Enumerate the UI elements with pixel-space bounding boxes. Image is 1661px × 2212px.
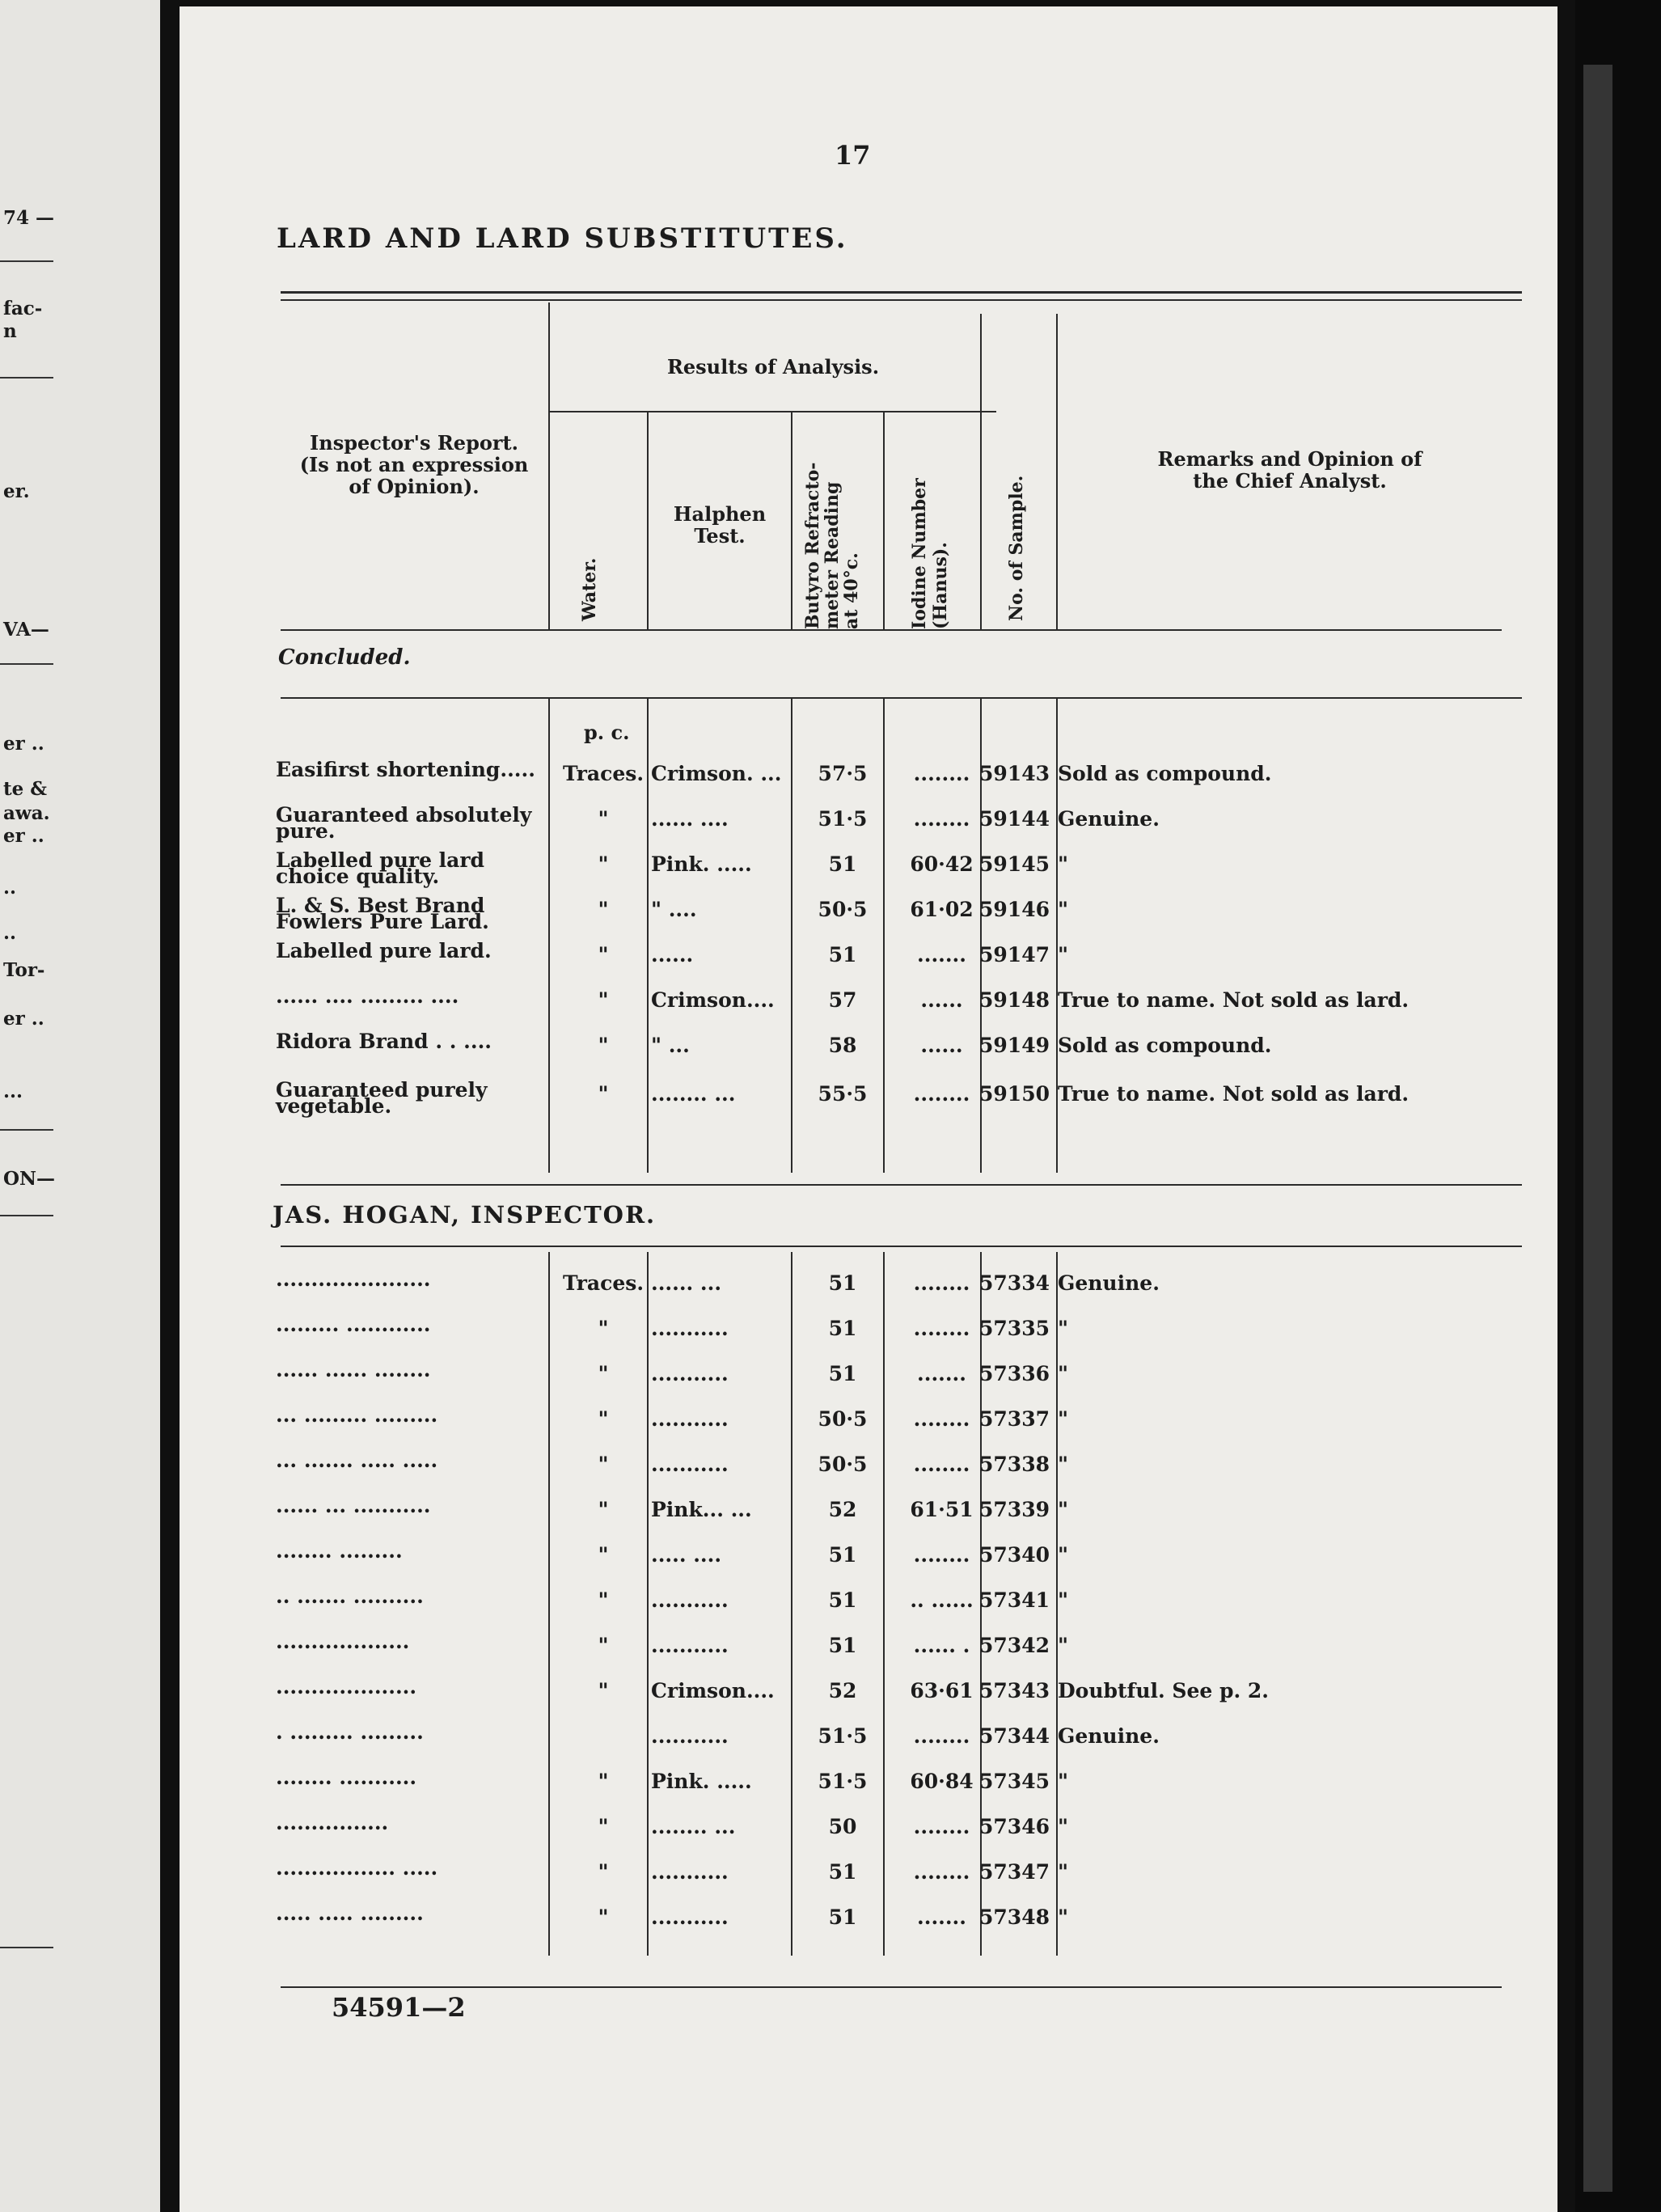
s2-row7-halphen: ..... .... <box>651 1543 722 1567</box>
header-results-of-analysis: Results of Analysis. <box>666 355 880 379</box>
s2-row6-water: " <box>598 1498 609 1521</box>
row6-sample: 59148 <box>979 988 1050 1012</box>
table-top-rule <box>281 291 1522 294</box>
s2-row8-water: " <box>598 1588 609 1612</box>
s2-row14-water: " <box>598 1860 609 1884</box>
s2-row15-sample: 57348 <box>979 1905 1050 1929</box>
header-inspector-line3: of Opinion). <box>349 475 480 498</box>
row1-sample: 59143 <box>979 762 1050 785</box>
row1-report: Easifirst shortening..... <box>276 758 535 781</box>
s2-row10-water: " <box>598 1679 609 1702</box>
left-rule <box>0 1947 53 1948</box>
row8-water: " <box>598 1082 609 1106</box>
s2-row2-report: ......... ............ <box>276 1313 431 1336</box>
s2-row7-butyro: 51 <box>828 1543 857 1567</box>
s2-row13-report: ................ <box>276 1811 389 1834</box>
s2-row9-halphen: ........... <box>651 1634 729 1657</box>
s2-row5-sample: 57338 <box>979 1453 1050 1476</box>
s2-row3-halphen: ........... <box>651 1362 729 1385</box>
col-divider <box>548 699 550 1173</box>
table-bottom-rule <box>281 1986 1502 1988</box>
col-divider <box>548 302 550 629</box>
s2-row14-halphen: ........... <box>651 1860 729 1884</box>
s2-row14-butyro: 51 <box>828 1860 857 1884</box>
left-rule <box>0 377 53 379</box>
s2-row4-report: ... ......... ......... <box>276 1403 438 1427</box>
row4-report: L. & S. Best Brand Fowlers Pure Lard. <box>276 894 489 933</box>
s2-row10-halphen: Crimson.... <box>651 1679 775 1702</box>
s2-row13-remarks: " <box>1058 1815 1069 1838</box>
s2-row3-iodine: ....... <box>917 1362 966 1385</box>
s2-row10-report: .................... <box>276 1675 417 1698</box>
row5-report: Labelled pure lard. <box>276 939 492 962</box>
s2-row9-iodine: ...... . <box>913 1634 970 1657</box>
s2-row13-butyro: 50 <box>828 1815 857 1838</box>
row8-sample: 59150 <box>979 1082 1050 1106</box>
s2-row9-report: ................... <box>276 1630 410 1653</box>
row3-halphen: Pink. ..... <box>651 852 752 876</box>
row5-remarks: " <box>1058 943 1069 966</box>
s2-row11-sample: 57344 <box>979 1724 1050 1748</box>
header-bottom-rule <box>281 629 1502 631</box>
results-underline <box>550 411 996 412</box>
row8-report: Guaranteed purely vegetable. <box>276 1078 488 1118</box>
row7-halphen: " ... <box>651 1034 690 1057</box>
table-top-rule-inner <box>281 299 1522 301</box>
s2-row7-remarks: " <box>1058 1543 1069 1567</box>
s2-row7-water: " <box>598 1543 609 1567</box>
row8-iodine: ........ <box>913 1082 970 1106</box>
s2-row15-butyro: 51 <box>828 1905 857 1929</box>
row6-iodine: ...... <box>920 988 963 1012</box>
s2-row15-remarks: " <box>1058 1905 1069 1929</box>
header-remarks-line1: Remarks and Opinion of <box>1157 447 1422 471</box>
s2-row14-sample: 57347 <box>979 1860 1050 1884</box>
s2-row11-remarks: Genuine. <box>1058 1724 1160 1748</box>
row5-iodine: ....... <box>917 943 966 966</box>
s2-row5-remarks: " <box>1058 1453 1069 1476</box>
row8-halphen: ........ ... <box>651 1082 736 1106</box>
left-fragment: er .. <box>3 1008 44 1030</box>
row3-sample: 59145 <box>979 852 1050 876</box>
header-inspector-line1: Inspector's Report. <box>310 431 518 455</box>
header-halphen-line2: Test. <box>694 524 746 548</box>
header-halphen-line1: Halphen <box>673 502 767 526</box>
s2-row1-iodine: ........ <box>913 1271 970 1295</box>
s2-row9-remarks: " <box>1058 1634 1069 1657</box>
row4-sample: 59146 <box>979 898 1050 921</box>
s2-row10-sample: 57343 <box>979 1679 1050 1702</box>
s2-row10-iodine: 63·61 <box>910 1679 974 1702</box>
s2-row15-halphen: ........... <box>651 1905 729 1929</box>
s2-row2-halphen: ........... <box>651 1317 729 1340</box>
s2-row3-water: " <box>598 1362 609 1385</box>
s2-row1-remarks: Genuine. <box>1058 1271 1160 1295</box>
s2-row9-water: " <box>598 1634 609 1657</box>
s2-row13-sample: 57346 <box>979 1815 1050 1838</box>
row1-water: Traces. <box>562 762 645 785</box>
s2-row5-iodine: ........ <box>913 1453 970 1476</box>
s2-row2-iodine: ........ <box>913 1317 970 1340</box>
row3-butyro: 51 <box>828 852 857 876</box>
s2-row11-report: . ......... ......... <box>276 1720 424 1744</box>
row8-butyro: 55·5 <box>818 1082 868 1106</box>
left-fragment: ... <box>3 1081 23 1102</box>
row4-iodine: 61·02 <box>910 898 974 921</box>
section-end-rule <box>281 1184 1522 1186</box>
row5-butyro: 51 <box>828 943 857 966</box>
col-divider <box>883 411 885 629</box>
left-fragment: awa. <box>3 802 50 824</box>
unit-label: p. c. <box>584 721 630 744</box>
row6-halphen: Crimson.... <box>651 988 775 1012</box>
s2-row10-remarks: Doubtful. See p. 2. <box>1058 1679 1269 1702</box>
s2-row1-report: ...................... <box>276 1267 431 1291</box>
left-rule <box>0 1129 53 1131</box>
s2-row7-sample: 57340 <box>979 1543 1050 1567</box>
s2-row2-water: " <box>598 1317 609 1340</box>
s2-row1-butyro: 51 <box>828 1271 857 1295</box>
col-divider <box>548 1252 550 1956</box>
row7-iodine: ...... <box>920 1034 963 1057</box>
s2-row5-butyro: 50·5 <box>818 1453 868 1476</box>
s2-row6-iodine: 61·51 <box>910 1498 974 1521</box>
s2-row1-water: Traces. <box>562 1271 645 1295</box>
s2-row8-sample: 57341 <box>979 1588 1050 1612</box>
s2-row8-halphen: ........... <box>651 1588 729 1612</box>
s2-row12-water: " <box>598 1770 609 1793</box>
row7-butyro: 58 <box>828 1034 857 1057</box>
left-rule <box>0 663 53 665</box>
row1-iodine: ........ <box>913 762 970 785</box>
header-water: Water. <box>579 557 600 621</box>
row6-remarks: True to name. Not sold as lard. <box>1058 988 1410 1012</box>
s2-row6-report: ...... ... ........... <box>276 1494 431 1517</box>
s2-row2-sample: 57335 <box>979 1317 1050 1340</box>
concluded-label: Concluded. <box>278 645 411 670</box>
s2-row11-halphen: ........... <box>651 1724 729 1748</box>
left-rule <box>0 260 53 262</box>
left-fragment: fac- <box>3 298 43 319</box>
inspector-heading: JAS. HOGAN, INSPECTOR. <box>273 1201 657 1229</box>
s2-row4-remarks: " <box>1058 1407 1069 1431</box>
row2-iodine: ........ <box>913 807 970 831</box>
s2-row1-sample: 57334 <box>979 1271 1050 1295</box>
row2-water: " <box>598 807 609 831</box>
header-butyro-1: Butyro Refracto- <box>802 462 823 629</box>
row8-remarks: True to name. Not sold as lard. <box>1058 1082 1410 1106</box>
left-fragment: ON— <box>3 1168 56 1190</box>
header-sample-no: No. of Sample. <box>1006 475 1027 621</box>
header-iodine-2: (Hanus). <box>930 542 951 629</box>
s2-row5-water: " <box>598 1453 609 1476</box>
row3-iodine: 60·42 <box>910 852 974 876</box>
s2-row9-sample: 57342 <box>979 1634 1050 1657</box>
s2-row3-report: ...... ...... ........ <box>276 1358 431 1381</box>
row1-butyro: 57·5 <box>818 762 868 785</box>
left-fragment: er .. <box>3 733 44 755</box>
s2-row12-report: ........ ........... <box>276 1766 417 1789</box>
row5-halphen: ...... <box>651 943 694 966</box>
s2-row7-iodine: ........ <box>913 1543 970 1567</box>
s2-row6-butyro: 52 <box>828 1498 857 1521</box>
inspector-rule <box>281 1246 1522 1247</box>
s2-row4-sample: 57337 <box>979 1407 1050 1431</box>
page-number: 17 <box>835 140 871 171</box>
s2-row9-butyro: 51 <box>828 1634 857 1657</box>
footer-code: 54591—2 <box>332 1992 466 2023</box>
s2-row12-butyro: 51·5 <box>818 1770 868 1793</box>
s2-row5-halphen: ........... <box>651 1453 729 1476</box>
s2-row13-water: " <box>598 1815 609 1838</box>
row5-sample: 59147 <box>979 943 1050 966</box>
s2-row8-remarks: " <box>1058 1588 1069 1612</box>
s2-row2-butyro: 51 <box>828 1317 857 1340</box>
s2-row7-report: ........ ......... <box>276 1539 403 1563</box>
s2-row13-halphen: ........ ... <box>651 1815 736 1838</box>
s2-row8-butyro: 51 <box>828 1588 857 1612</box>
row3-water: " <box>598 852 609 876</box>
s2-row3-sample: 57336 <box>979 1362 1050 1385</box>
left-fragment: Tor- <box>3 959 45 981</box>
s2-row10-butyro: 52 <box>828 1679 857 1702</box>
row6-report: ...... .... ......... .... <box>276 984 459 1008</box>
row6-butyro: 57 <box>828 988 857 1012</box>
s2-row15-iodine: ....... <box>917 1905 966 1929</box>
left-fragment: VA— <box>3 619 49 641</box>
row3-remarks: " <box>1058 852 1069 876</box>
row7-report: Ridora Brand . . .... <box>276 1030 492 1053</box>
row6-water: " <box>598 988 609 1012</box>
row7-water: " <box>598 1034 609 1057</box>
row1-halphen: Crimson. ... <box>651 762 782 785</box>
row2-report: Guaranteed absolutely pure. <box>276 803 532 843</box>
row2-butyro: 51·5 <box>818 807 868 831</box>
header-inspector-line2: (Is not an expression <box>299 453 529 476</box>
row4-butyro: 50·5 <box>818 898 868 921</box>
header-remarks <box>1058 448 1522 492</box>
s2-row1-halphen: ...... ... <box>651 1271 722 1295</box>
header-butyro-3: at 40°c. <box>841 552 862 629</box>
s2-row3-remarks: " <box>1058 1362 1069 1385</box>
header-butyro-2: meter Reading <box>822 481 843 629</box>
s2-row8-report: .. ....... .......... <box>276 1584 424 1608</box>
col-divider <box>791 411 792 629</box>
s2-row14-remarks: " <box>1058 1860 1069 1884</box>
s2-row4-butyro: 50·5 <box>818 1407 868 1431</box>
s2-row13-iodine: ........ <box>913 1815 970 1838</box>
s2-row6-sample: 57339 <box>979 1498 1050 1521</box>
s2-row2-remarks: " <box>1058 1317 1069 1340</box>
s2-row14-iodine: ........ <box>913 1860 970 1884</box>
row4-halphen: " .... <box>651 898 697 921</box>
s2-row3-butyro: 51 <box>828 1362 857 1385</box>
s2-row8-iodine: .. ...... <box>910 1588 974 1612</box>
s2-row6-halphen: Pink... ... <box>651 1498 752 1521</box>
left-fragment: .. <box>3 922 17 944</box>
s2-row4-water: " <box>598 1407 609 1431</box>
header-remarks-line2: the Chief Analyst. <box>1193 469 1387 493</box>
row4-remarks: " <box>1058 898 1069 921</box>
left-fragment: 74 — <box>3 207 55 229</box>
s2-row4-iodine: ........ <box>913 1407 970 1431</box>
left-fragment: te & <box>3 778 48 800</box>
row1-remarks: Sold as compound. <box>1058 762 1272 785</box>
s2-row12-remarks: " <box>1058 1770 1069 1793</box>
row7-sample: 59149 <box>979 1034 1050 1057</box>
s2-row15-water: " <box>598 1905 609 1929</box>
left-rule <box>0 1215 53 1216</box>
adjacent-page-strip <box>0 0 160 2212</box>
left-fragment: n <box>3 320 17 342</box>
left-fragment: er. <box>3 480 30 502</box>
s2-row12-iodine: 60·84 <box>910 1770 974 1793</box>
left-fragment: er .. <box>3 825 44 847</box>
s2-row6-remarks: " <box>1058 1498 1069 1521</box>
header-iodine-1: Iodine Number <box>909 478 930 629</box>
s2-row15-report: ..... ..... ......... <box>276 1901 424 1925</box>
s2-row12-halphen: Pink. ..... <box>651 1770 752 1793</box>
row5-water: " <box>598 943 609 966</box>
concluded-rule <box>281 697 1522 699</box>
s2-row11-butyro: 51·5 <box>818 1724 868 1748</box>
row2-remarks: Genuine. <box>1058 807 1160 831</box>
left-fragment: .. <box>3 877 17 899</box>
row7-remarks: Sold as compound. <box>1058 1034 1272 1057</box>
row3-report: Labelled pure lard choice quality. <box>276 848 485 888</box>
header-inspector-report <box>281 432 547 497</box>
s2-row11-iodine: ........ <box>913 1724 970 1748</box>
s2-row5-report: ... ....... ..... ..... <box>276 1449 438 1472</box>
s2-row12-sample: 57345 <box>979 1770 1050 1793</box>
header-halphen <box>649 503 791 547</box>
document-page <box>180 6 1557 2212</box>
row2-sample: 59144 <box>979 807 1050 831</box>
row2-halphen: ...... .... <box>651 807 729 831</box>
page-title: LARD AND LARD SUBSTITUTES. <box>277 222 848 255</box>
row4-water: " <box>598 898 609 921</box>
s2-row14-report: ................. ..... <box>276 1856 438 1880</box>
s2-row4-halphen: ........... <box>651 1407 729 1431</box>
